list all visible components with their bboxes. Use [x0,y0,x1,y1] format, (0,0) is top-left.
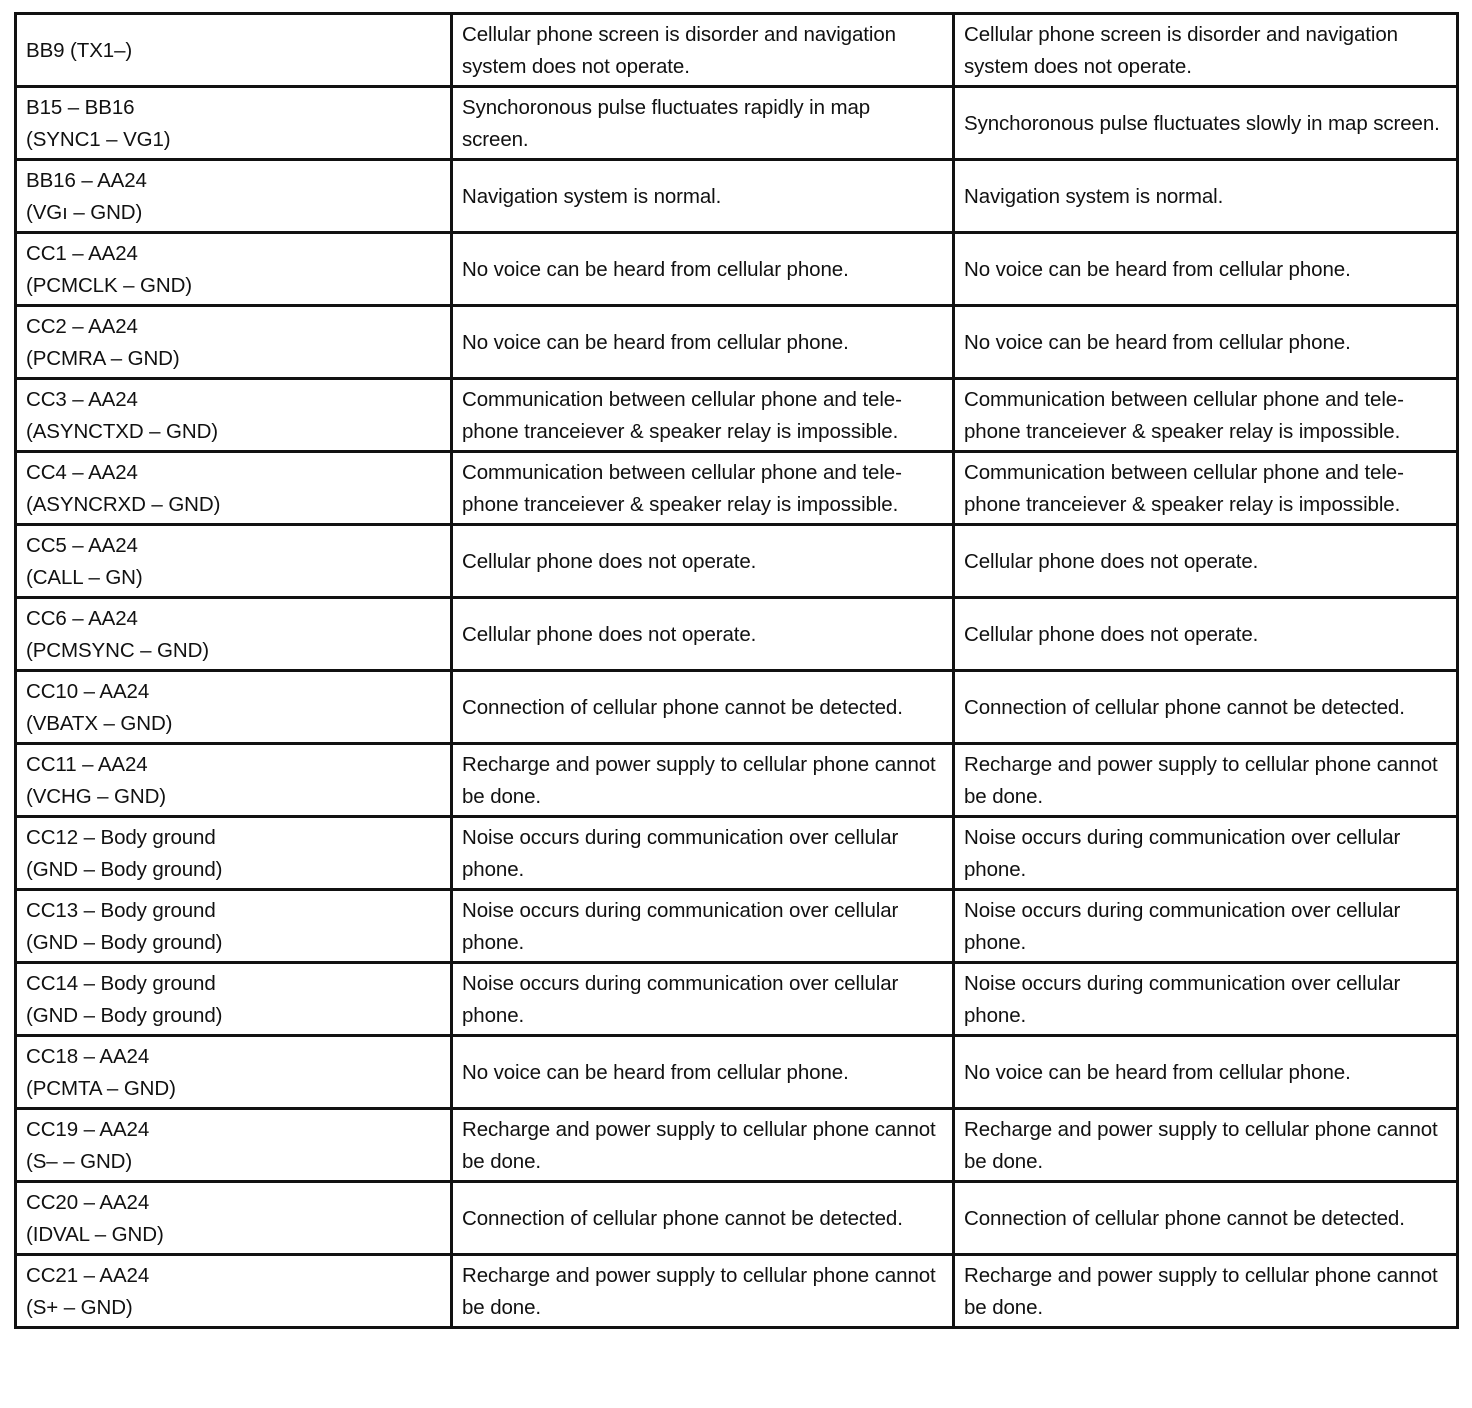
table-row [16,525,1458,598]
table-row [16,87,1458,160]
symptom-cell-b: No voice can be heard from cellular phone. [954,233,1458,306]
symptom-cell-b: Connection of cellular phone cannot be detected. [954,671,1458,744]
symptom-cell-a: Noise occurs during communication over cellular phone. [452,963,954,1036]
terminal-cell [16,379,452,452]
terminal-pins: CC11 – AA24 [26,753,148,776]
table-row [16,452,1458,525]
table-row [16,1182,1458,1255]
terminal-pins: CC19 – AA24 [26,1118,150,1141]
terminal-signal: (PCMRA – GND) [26,347,180,370]
terminal-pins: CC4 – AA24 [26,461,138,484]
symptom-cell-b: Cellular phone does not operate. [954,598,1458,671]
table-row [16,14,1458,87]
table-row [16,963,1458,1036]
terminal-signal: (GND – Body ground) [26,858,223,881]
terminal-cell [16,1255,452,1328]
terminal-signal: (GND – Body ground) [26,1004,223,1027]
symptom-cell-b: Noise occurs during communication over cellular phone. [954,817,1458,890]
symptom-cell-a: No voice can be heard from cellular phone. [452,306,954,379]
symptom-cell-b: Synchoronous pulse fluctuates slowly in map screen. [954,87,1458,160]
terminal-pins: CC3 – AA24 [26,388,138,411]
table-row [16,1109,1458,1182]
terminal-pins: CC1 – AA24 [26,242,138,265]
terminal-signal: (PCMTA – GND) [26,1077,176,1100]
table-row [16,890,1458,963]
terminal-cell [16,817,452,890]
table-row [16,379,1458,452]
symptom-cell-a: Recharge and power supply to cellular phone cannot be done. [452,1255,954,1328]
terminal-pins: CC18 – AA24 [26,1045,150,1068]
terminal-signal: (VBATX – GND) [26,712,173,735]
terminal-pins: B15 – BB16 [26,96,135,119]
terminal-cell [16,452,452,525]
terminal-signal: (PCMCLK – GND) [26,274,193,297]
terminal-signal: (VCHG – GND) [26,785,167,808]
table-row [16,817,1458,890]
terminal-cell [16,1182,452,1255]
terminal-signal: (S– – GND) [26,1150,133,1173]
symptom-cell-b: Recharge and power supply to cellular phone cannot be done. [954,1109,1458,1182]
symptom-cell-b: Communication between cellular phone and tele-phone tranceiever & speaker relay is impossible. [954,379,1458,452]
symptom-cell-a: Communication between cellular phone and tele-phone tranceiever & speaker relay is impossible. [452,452,954,525]
terminal-cell [16,306,452,379]
terminal-signal: (IDVAL – GND) [26,1223,164,1246]
symptom-cell-a: Navigation system is normal. [452,160,954,233]
terminal-cell [16,744,452,817]
terminal-cell [16,233,452,306]
terminal-signal: (GND – Body ground) [26,931,223,954]
symptom-cell-b: Navigation system is normal. [954,160,1458,233]
terminal-signal: (PCMSYNC – GND) [26,639,210,662]
symptom-cell-a: No voice can be heard from cellular phone. [452,1036,954,1109]
symptom-cell-a: Recharge and power supply to cellular phone cannot be done. [452,1109,954,1182]
terminal-cell [16,14,452,87]
symptom-cell-a: No voice can be heard from cellular phone. [452,233,954,306]
terminal-cell [16,598,452,671]
terminal-signal: (ASYNCRXD – GND) [26,493,221,516]
terminal-pins: CC13 – Body ground [26,899,216,922]
symptom-cell-b: Cellular phone does not operate. [954,525,1458,598]
table-row [16,598,1458,671]
terminal-signal: (SYNC1 – VG1) [26,128,171,151]
symptom-cell-b: Noise occurs during communication over cellular phone. [954,890,1458,963]
symptom-cell-b: Connection of cellular phone cannot be detected. [954,1182,1458,1255]
table-row [16,1255,1458,1328]
terminal-pins: CC12 – Body ground [26,826,216,849]
terminal-signal: (VGı – GND) [26,201,143,224]
terminal-cell [16,525,452,598]
symptom-cell-b: Recharge and power supply to cellular phone cannot be done. [954,1255,1458,1328]
symptom-cell-b: Noise occurs during communication over cellular phone. [954,963,1458,1036]
symptom-cell-b: Recharge and power supply to cellular phone cannot be done. [954,744,1458,817]
terminal-pins: CC20 – AA24 [26,1191,150,1214]
terminal-symptom-table [14,12,1459,1329]
table-row [16,233,1458,306]
terminal-cell [16,1109,452,1182]
symptom-cell-a: Noise occurs during communication over cellular phone. [452,817,954,890]
symptom-cell-b: No voice can be heard from cellular phone. [954,1036,1458,1109]
table-row [16,306,1458,379]
symptom-cell-a: Communication between cellular phone and tele-phone tranceiever & speaker relay is impossible. [452,379,954,452]
terminal-cell [16,671,452,744]
document-page [14,12,1456,1329]
symptom-cell-a: Cellular phone does not operate. [452,525,954,598]
symptom-cell-a: Synchoronous pulse fluctuates rapidly in map screen. [452,87,954,160]
symptom-cell-a: Noise occurs during communication over cellular phone. [452,890,954,963]
terminal-signal: (S+ – GND) [26,1296,133,1319]
terminal-pins: CC6 – AA24 [26,607,138,630]
symptom-cell-a: Cellular phone does not operate. [452,598,954,671]
symptom-cell-a: Connection of cellular phone cannot be detected. [452,671,954,744]
terminal-cell [16,1036,452,1109]
symptom-cell-b: Communication between cellular phone and tele-phone tranceiever & speaker relay is impossible. [954,452,1458,525]
table-row [16,1036,1458,1109]
symptom-cell-a: Cellular phone screen is disorder and navigation system does not operate. [452,14,954,87]
terminal-pins: CC5 – AA24 [26,534,138,557]
symptom-cell-b: Cellular phone screen is disorder and navigation system does not operate. [954,14,1458,87]
terminal-cell [16,890,452,963]
symptom-cell-a: Recharge and power supply to cellular phone cannot be done. [452,744,954,817]
table-row [16,671,1458,744]
terminal-pins: CC21 – AA24 [26,1264,150,1287]
terminal-signal: (CALL – GN) [26,566,143,589]
terminal-cell [16,87,452,160]
terminal-pins: BB16 – AA24 [26,169,147,192]
table-body [16,14,1458,1328]
terminal-pins: CC14 – Body ground [26,972,216,995]
terminal-signal: (ASYNCTXD – GND) [26,420,219,443]
table-row [16,744,1458,817]
terminal-cell [16,963,452,1036]
symptom-cell-a: Connection of cellular phone cannot be detected. [452,1182,954,1255]
table-row [16,160,1458,233]
terminal-pins: BB9 (TX1–) [26,39,133,62]
terminal-pins: CC2 – AA24 [26,315,138,338]
terminal-pins: CC10 – AA24 [26,680,150,703]
terminal-cell [16,160,452,233]
symptom-cell-b: No voice can be heard from cellular phone. [954,306,1458,379]
